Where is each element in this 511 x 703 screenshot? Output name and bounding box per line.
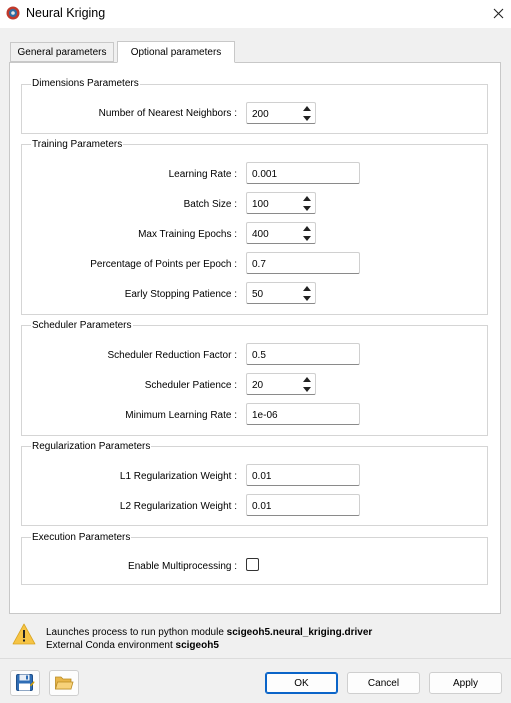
reduction-factor-input[interactable]: 0.5: [246, 343, 360, 365]
spin-up-button[interactable]: [301, 104, 313, 113]
chevron-up-icon: [303, 226, 311, 231]
max-epochs-spinbox[interactable]: [246, 222, 316, 244]
learning-rate-input[interactable]: 0.001: [246, 162, 360, 184]
warning-icon: [12, 623, 36, 645]
footer-separator: [0, 658, 511, 659]
info-env-line: [46, 640, 219, 651]
spin-up-button[interactable]: [301, 224, 313, 233]
batch-size-spinbox[interactable]: [246, 192, 316, 214]
execution-group-title: Execution Parameters: [32, 532, 131, 543]
chevron-down-icon: [303, 296, 311, 301]
spin-up-button[interactable]: [301, 284, 313, 293]
min-learning-rate-label: Minimum Learning Rate :: [125, 410, 237, 421]
ok-button[interactable]: OK: [265, 672, 338, 694]
chevron-down-icon: [303, 116, 311, 121]
early-stopping-spinbox[interactable]: [246, 282, 316, 304]
points-per-epoch-input[interactable]: 0.7: [246, 252, 360, 274]
apply-button[interactable]: Apply: [429, 672, 502, 694]
close-button[interactable]: [488, 4, 508, 22]
dimensions-group-title: Dimensions Parameters: [32, 78, 139, 89]
batch-size-label: Batch Size :: [183, 199, 237, 210]
training-group-title: Training Parameters: [32, 139, 123, 150]
early-stopping-value: 50: [252, 289, 264, 300]
min-learning-rate-input[interactable]: 1e-06: [246, 403, 360, 425]
spin-down-button[interactable]: [301, 234, 313, 243]
scheduler-patience-value: 20: [252, 380, 264, 391]
cancel-button[interactable]: Cancel: [347, 672, 420, 694]
chevron-up-icon: [303, 286, 311, 291]
chevron-down-icon: [303, 387, 311, 392]
scheduler-patience-spinbox[interactable]: [246, 373, 316, 395]
spin-down-button[interactable]: [301, 114, 313, 123]
l1-weight-input[interactable]: 0.01: [246, 464, 360, 486]
spin-up-button[interactable]: [301, 194, 313, 203]
nearest-neighbors-value: 200: [252, 109, 269, 120]
nearest-neighbors-spinbox[interactable]: [246, 102, 316, 124]
window-title: Neural Kriging: [26, 6, 106, 20]
spin-down-button[interactable]: [301, 294, 313, 303]
tab-optional-parameters[interactable]: Optional parameters: [117, 41, 235, 63]
info-module-prefix: Launches process to run python module: [46, 627, 227, 638]
chevron-up-icon: [303, 377, 311, 382]
learning-rate-label: Learning Rate :: [168, 169, 237, 180]
batch-size-value: 100: [252, 199, 269, 210]
chevron-up-icon: [303, 106, 311, 111]
scheduler-group-title: Scheduler Parameters: [32, 320, 132, 331]
max-epochs-value: 400: [252, 229, 269, 240]
chevron-up-icon: [303, 196, 311, 201]
info-env-name: scigeoh5: [175, 640, 219, 651]
info-env-prefix: External Conda environment: [46, 640, 176, 651]
multiprocessing-label: Enable Multiprocessing :: [128, 561, 237, 572]
spin-down-button[interactable]: [301, 385, 313, 394]
max-epochs-label: Max Training Epochs :: [138, 229, 237, 240]
regularization-group-title: Regularization Parameters: [32, 441, 151, 452]
nearest-neighbors-label: Number of Nearest Neighbors :: [98, 108, 237, 119]
multiprocessing-checkbox[interactable]: [246, 558, 259, 571]
l2-weight-input[interactable]: 0.01: [246, 494, 360, 516]
save-button[interactable]: [10, 670, 40, 696]
spin-up-button[interactable]: [301, 375, 313, 384]
title-bar: [0, 0, 511, 28]
tab-general-parameters[interactable]: General parameters: [10, 42, 114, 62]
chevron-down-icon: [303, 206, 311, 211]
reduction-factor-label: Scheduler Reduction Factor :: [107, 350, 237, 361]
app-logo-icon: [6, 6, 20, 20]
chevron-down-icon: [303, 236, 311, 241]
open-folder-button[interactable]: [49, 670, 79, 696]
l2-weight-label: L2 Regularization Weight :: [119, 501, 237, 512]
spin-down-button[interactable]: [301, 204, 313, 213]
save-icon: [15, 673, 35, 693]
early-stopping-label: Early Stopping Patience :: [124, 289, 237, 300]
open-folder-icon: [54, 674, 74, 692]
points-per-epoch-label: Percentage of Points per Epoch :: [90, 259, 237, 270]
info-module-name: scigeoh5.neural_kriging.driver: [226, 627, 373, 638]
l1-weight-label: L1 Regularization Weight :: [119, 471, 237, 482]
close-icon: [493, 8, 504, 19]
scheduler-patience-label: Scheduler Patience :: [144, 380, 237, 391]
info-module-line: [46, 627, 372, 638]
